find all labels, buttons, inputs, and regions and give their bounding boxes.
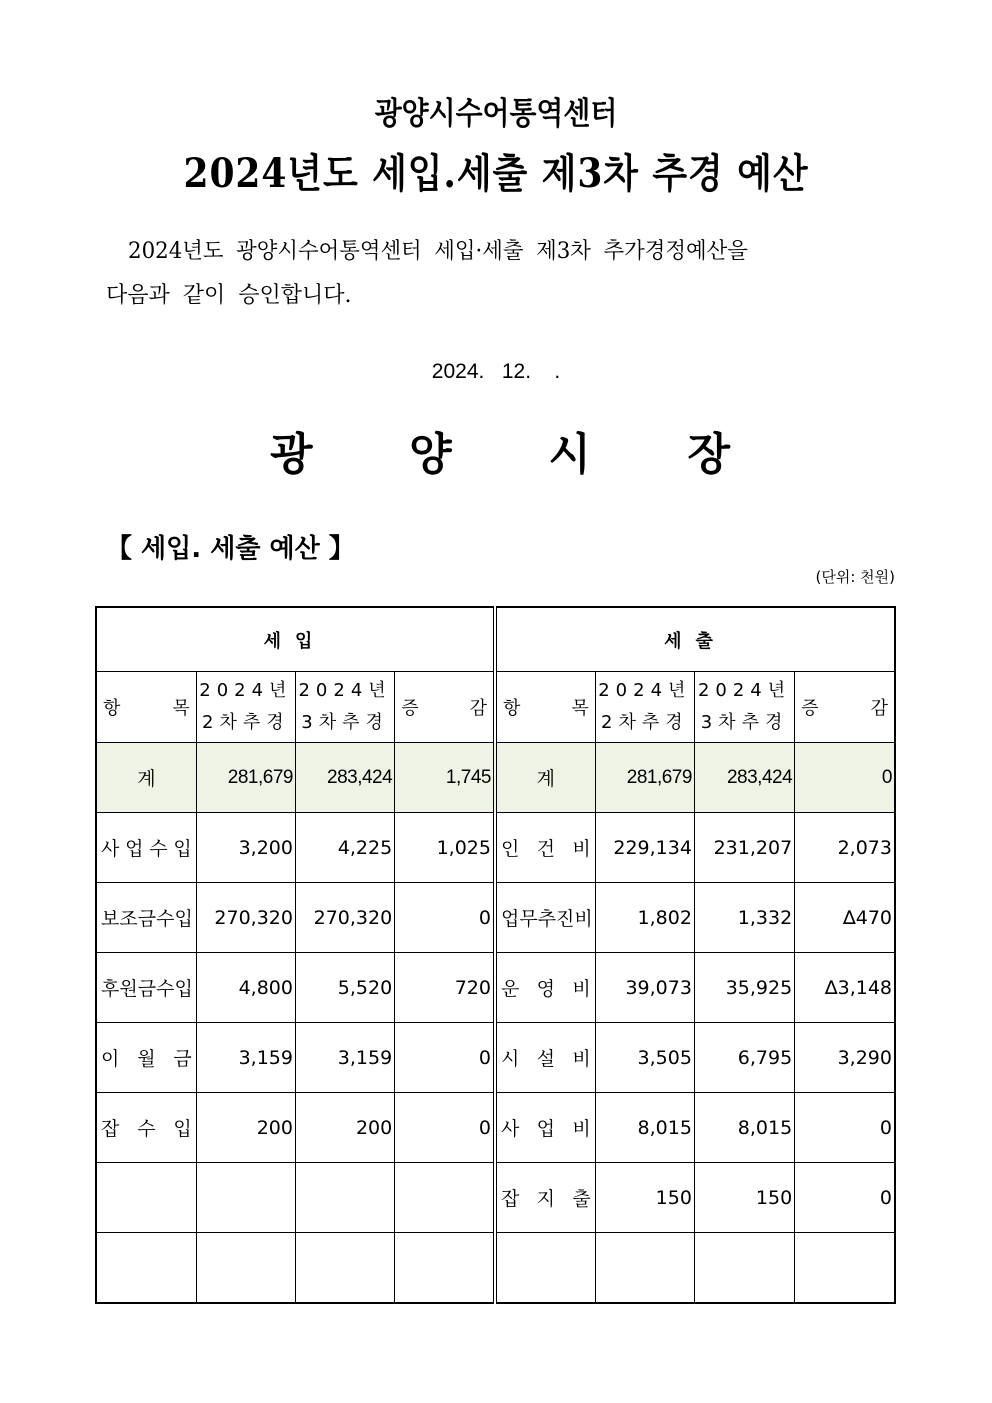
- col-curr-header: 2024년 3차추경: [694, 672, 794, 743]
- label-char: 사: [101, 838, 120, 860]
- col-curr-header: 2024년 3차추경: [295, 672, 394, 743]
- revenue-diff-value: [395, 1163, 495, 1233]
- expense-item-label: [495, 1023, 595, 1093]
- label-char: 비: [572, 1118, 591, 1140]
- expense-item-label: [495, 953, 595, 1023]
- revenue-total-curr: 283,424: [295, 743, 394, 813]
- total-row: [96, 743, 895, 813]
- col-prev-header: 2024년 2차추경: [595, 672, 694, 743]
- table-row: [96, 1023, 895, 1093]
- approval-text-line-1: 2024년도 광양시수어통역센터 세입·세출 제3차 추가경정예산을: [128, 239, 748, 264]
- label-char: 진: [556, 908, 575, 930]
- label-char: 금: [137, 978, 157, 1000]
- label-char: 설: [536, 1048, 556, 1070]
- label-char: 인: [500, 838, 520, 860]
- label-char: 월: [137, 1048, 156, 1070]
- revenue-curr-value: [295, 1233, 394, 1304]
- expense-prev-value: 1,802: [595, 883, 694, 953]
- expense-curr-value: 8,015: [694, 1093, 794, 1163]
- col-diff-header: 증 감: [395, 672, 495, 743]
- expense-prev-value: 39,073: [595, 953, 694, 1023]
- label-char: 비: [574, 908, 593, 930]
- label-char: 입: [174, 978, 193, 1000]
- expense-curr-value: [694, 1233, 794, 1304]
- expense-prev-value: 150: [595, 1163, 694, 1233]
- col-item-header: 항 목: [495, 672, 595, 743]
- revenue-item-label: [96, 1093, 196, 1163]
- label-char: 비: [572, 838, 591, 860]
- col-item-header: 항 목: [96, 672, 196, 743]
- signatory-char: 장: [687, 429, 730, 480]
- expense-prev-value: [595, 1233, 694, 1304]
- label-char: 수: [156, 908, 175, 930]
- revenue-curr-value: 3,159: [295, 1023, 394, 1093]
- expense-item-label: [495, 813, 595, 883]
- expense-diff-value: 0: [795, 1093, 895, 1163]
- revenue-prev-value: [196, 1163, 295, 1233]
- table-row: [96, 953, 895, 1023]
- table-row: [96, 883, 895, 953]
- unit-note: (단위: 천원): [815, 568, 895, 586]
- revenue-prev-value: 200: [196, 1093, 295, 1163]
- col-prev-header: 2024년 2차추경: [196, 672, 295, 743]
- revenue-prev-value: 4,800: [196, 953, 295, 1023]
- expense-curr-value: 150: [694, 1163, 794, 1233]
- expense-diff-value: 0: [795, 1163, 895, 1233]
- label-char: 영: [536, 978, 556, 1000]
- label-char: 운: [500, 978, 520, 1000]
- revenue-curr-value: 200: [295, 1093, 394, 1163]
- table-row: [96, 1163, 895, 1233]
- label-char: 건: [536, 838, 556, 860]
- revenue-curr-value: 270,320: [295, 883, 394, 953]
- revenue-diff-value: 1,025: [395, 813, 495, 883]
- label-char: 이: [101, 1048, 120, 1070]
- table-row: [96, 1093, 895, 1163]
- expense-total-curr: 283,424: [694, 743, 794, 813]
- label-char: 수: [156, 978, 175, 1000]
- expense-diff-value: 2,073: [795, 813, 895, 883]
- expense-curr-value: 6,795: [694, 1023, 794, 1093]
- expense-prev-value: 229,134: [595, 813, 694, 883]
- table-row: [96, 813, 895, 883]
- expense-diff-value: 3,290: [795, 1023, 895, 1093]
- label-char: 시: [500, 1048, 520, 1070]
- table-column-header-row: [96, 672, 895, 743]
- label-char: 금: [137, 908, 157, 930]
- revenue-curr-value: [295, 1163, 394, 1233]
- expense-diff-value: ∆3,148: [795, 953, 895, 1023]
- budget-table: [95, 606, 896, 1304]
- label-char: 사: [500, 1118, 520, 1140]
- organization-name: 광양시수어통역센터: [374, 96, 618, 132]
- document-title: 2024년도 세입.세출 제3차 추경 예산: [183, 150, 809, 197]
- label-char: 원: [119, 978, 138, 1000]
- expense-item-label: [495, 1093, 595, 1163]
- label-char: 비: [572, 1048, 591, 1070]
- label-char: 수: [137, 1118, 156, 1140]
- expense-curr-value: 1,332: [694, 883, 794, 953]
- expense-curr-value: 231,207: [694, 813, 794, 883]
- label-char: 잡: [500, 1188, 520, 1210]
- revenue-total-label: 계: [96, 743, 196, 813]
- revenue-header: 세입: [96, 607, 495, 672]
- label-char: 출: [572, 1188, 591, 1210]
- revenue-diff-value: [395, 1233, 495, 1304]
- section-title: 【 세입. 세출 예산 】: [106, 534, 355, 564]
- revenue-curr-value: 5,520: [295, 953, 394, 1023]
- label-char: 입: [173, 1118, 192, 1140]
- revenue-item-label: [96, 953, 196, 1023]
- approval-text-line-2: 다음과 같이 승인합니다.: [106, 283, 352, 308]
- signatory: [270, 418, 730, 482]
- expense-item-label: [495, 1233, 595, 1304]
- revenue-total-diff: 1,745: [395, 743, 495, 813]
- revenue-curr-value: 4,225: [295, 813, 394, 883]
- label-char: 무: [519, 908, 538, 930]
- expense-total-prev: 281,679: [595, 743, 694, 813]
- signatory-char: 시: [548, 429, 591, 480]
- label-char: 입: [174, 908, 193, 930]
- label-char: 업: [536, 1118, 556, 1140]
- revenue-prev-value: [196, 1233, 295, 1304]
- table-row: [96, 1233, 895, 1304]
- revenue-diff-value: 0: [395, 1023, 495, 1093]
- revenue-item-label: [96, 1233, 196, 1304]
- revenue-diff-value: 720: [395, 953, 495, 1023]
- label-char: 수: [149, 838, 168, 860]
- label-char: 추: [537, 908, 557, 930]
- signatory-char: 광: [270, 429, 313, 480]
- label-char: 지: [536, 1188, 556, 1210]
- expense-total-diff: 0: [795, 743, 895, 813]
- label-char: 입: [173, 838, 192, 860]
- revenue-item-label: [96, 1023, 196, 1093]
- label-char: 보: [101, 908, 120, 930]
- approval-date: 2024. 12. .: [431, 360, 561, 383]
- label-char: 비: [572, 978, 591, 1000]
- expense-header: 세출: [495, 607, 895, 672]
- label-char: 업: [500, 908, 520, 930]
- revenue-item-label: [96, 1163, 196, 1233]
- expense-item-label: [495, 883, 595, 953]
- label-char: 업: [125, 838, 144, 860]
- revenue-diff-value: 0: [395, 1093, 495, 1163]
- revenue-diff-value: 0: [395, 883, 495, 953]
- label-char: 후: [101, 978, 120, 1000]
- expense-prev-value: 3,505: [595, 1023, 694, 1093]
- revenue-prev-value: 270,320: [196, 883, 295, 953]
- expense-diff-value: ∆470: [795, 883, 895, 953]
- label-char: 잡: [101, 1118, 120, 1140]
- revenue-item-label: [96, 813, 196, 883]
- revenue-prev-value: 3,200: [196, 813, 295, 883]
- expense-item-label: [495, 1163, 595, 1233]
- revenue-total-prev: 281,679: [196, 743, 295, 813]
- revenue-item-label: [96, 883, 196, 953]
- label-char: 금: [173, 1048, 192, 1070]
- signatory-char: 양: [409, 429, 452, 480]
- table-group-header-row: [96, 607, 895, 672]
- col-diff-header: 증 감: [795, 672, 895, 743]
- revenue-prev-value: 3,159: [196, 1023, 295, 1093]
- label-char: 조: [119, 908, 138, 930]
- expense-prev-value: 8,015: [595, 1093, 694, 1163]
- expense-curr-value: 35,925: [694, 953, 794, 1023]
- expense-diff-value: [795, 1233, 895, 1304]
- expense-total-label: 계: [495, 743, 595, 813]
